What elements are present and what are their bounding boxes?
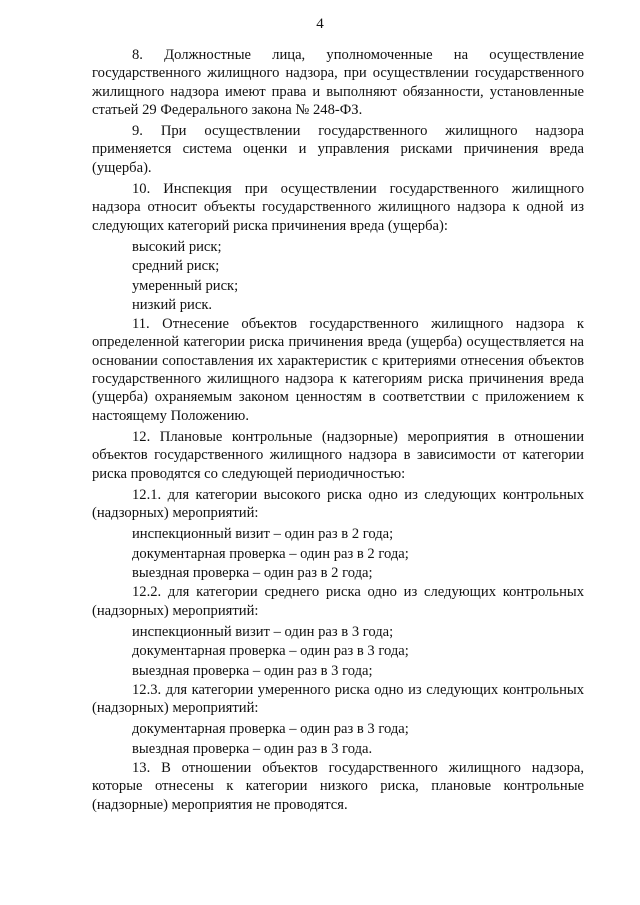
risk-category-medium: средний риск; xyxy=(132,258,220,275)
paragraph-10: 10. Инспекция при осуществлении государственного жилищного надзора относит объекты государственного жилищного надзора к одной из следующих категорий риска причинения вреда (ущерба): xyxy=(92,181,584,234)
paragraph-12: 12. Плановые контрольные (надзорные) мероприятия в отношении объектов государственного жилищного надзора в зависимости от категории риска проводятся со следующей периодичностью: xyxy=(92,428,584,482)
paragraph-12-2: 12.2. для категории среднего риска одно из следующих контрольных (надзорных) мероприятий: xyxy=(92,584,584,619)
medium-risk-measure-documentary-check: документарная проверка – один раз в 3 года; xyxy=(132,643,409,660)
high-risk-measure-inspection-visit: инспекционный визит – один раз в 2 года; xyxy=(132,526,394,543)
moderate-risk-measure-documentary-check: документарная проверка – один раз в 3 года; xyxy=(132,721,409,738)
medium-risk-measure-field-check: выездная проверка – один раз в 3 года; xyxy=(132,662,373,679)
paragraph-12-3: 12.3. для категории умеренного риска одно из следующих контрольных (надзорных) мероприятий: xyxy=(92,681,584,717)
high-risk-measure-documentary-check: документарная проверка – один раз в 2 года; xyxy=(132,545,409,562)
paragraph-9: 9. При осуществлении государственного жилищного надзора применяется система оценки и управления рисками причинения вреда (ущерба). xyxy=(92,123,584,176)
high-risk-measure-field-check: выездная проверка – один раз в 2 года; xyxy=(132,565,373,582)
document-body xyxy=(92,46,584,817)
moderate-risk-measure-field-check: выездная проверка – один раз в 3 года. xyxy=(132,740,373,757)
paragraph-13: 13. В отношении объектов государственного жилищного надзора, которые отнесены к категории низкого риска, плановые контрольные (надзорные) мероприятия не проводятся. xyxy=(92,759,584,813)
risk-category-moderate: умеренный риск; xyxy=(132,277,239,294)
page-number: 4 xyxy=(316,16,324,32)
paragraph-11: 11. Отнесение объектов государственного жилищного надзора к определенной категории риска причинения вреда (ущерба) осуществляется на основании сопоставления их характеристик с критериями отнесения объектов государственного жилищного надзора к категориям риска причинения вреда (ущерба) охраняемым законом ценностям в соответствии с приложением к настоящему Положению. xyxy=(92,316,584,424)
paragraph-12-1: 12.1. для категории высокого риска одно из следующих контрольных (надзорных) мероприятий: xyxy=(92,486,584,522)
medium-risk-measure-inspection-visit: инспекционный визит – один раз в 3 года; xyxy=(132,623,394,640)
risk-category-high: высокий риск; xyxy=(132,238,222,255)
paragraph-8: 8. Должностные лица, уполномоченные на осуществление государственного жилищного надзора, при осуществлении государственного жилищного надзора имеют права и выполняют обязанности, установленные статьей 29 Федерального закона № 248-ФЗ. xyxy=(92,47,584,118)
risk-category-low: низкий риск. xyxy=(132,296,213,313)
